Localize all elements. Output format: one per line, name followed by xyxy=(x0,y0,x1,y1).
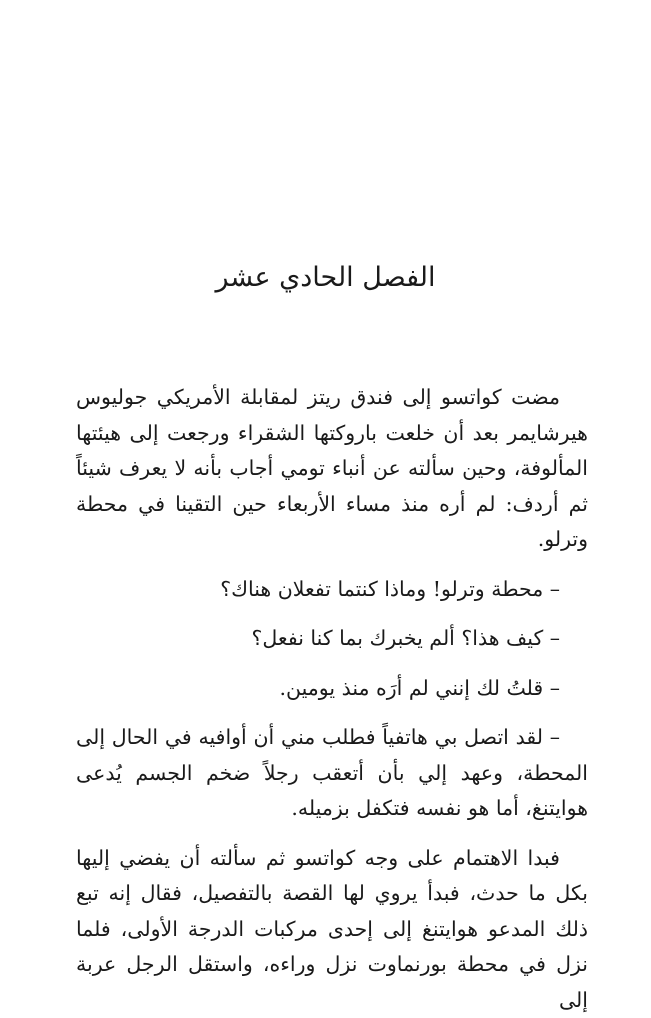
dialogue-line-1: – محطة وترلو! وماذا كنتما تفعلان هناك؟ xyxy=(76,572,588,608)
paragraph-2: فبدا الاهتمام على وجه كواتسو ثم سألته أن يفضي إليها بكل ما حدث، فبدأ يروي لها القصة بالتفصيل، فقال إنه تبع ذلك المدعو هوايتنغ إلى إحدى مركبات الدرجة الأولى، فلما نزل في محطة بورنماوت نزل وراءه، واستقل الرجل عربة إلى xyxy=(76,841,588,1018)
dialogue-line-4: – لقد اتصل بي هاتفياً فطلب مني أن أوافيه في الحال إلى المحطة، وعهد إلي بأن أتعقب رجلاً ضخم الجسم يُدعى هوايتنغ، أما هو نفسه فتكفل بزميله. xyxy=(76,720,588,827)
dialogue-line-2: – كيف هذا؟ ألم يخبرك بما كنا نفعل؟ xyxy=(76,621,588,657)
chapter-title: الفصل الحادي عشر xyxy=(0,258,651,298)
chapter-body xyxy=(76,380,588,1018)
paragraph-1: مضت كواتسو إلى فندق ريتز لمقابلة الأمريكي جوليوس هيرشايمر بعد أن خلعت باروكتها الشقراء ورجعت إلى هيئتها المألوفة، وحين سألته عن أنباء تومي أجاب بأنه لا يعرف شيئاً ثم أردف: لم أره منذ مساء الأربعاء حين التقينا في محطة وترلو. xyxy=(76,380,588,558)
dialogue-line-3: – قلتُ لك إنني لم أرَه منذ يومين. xyxy=(76,671,588,707)
